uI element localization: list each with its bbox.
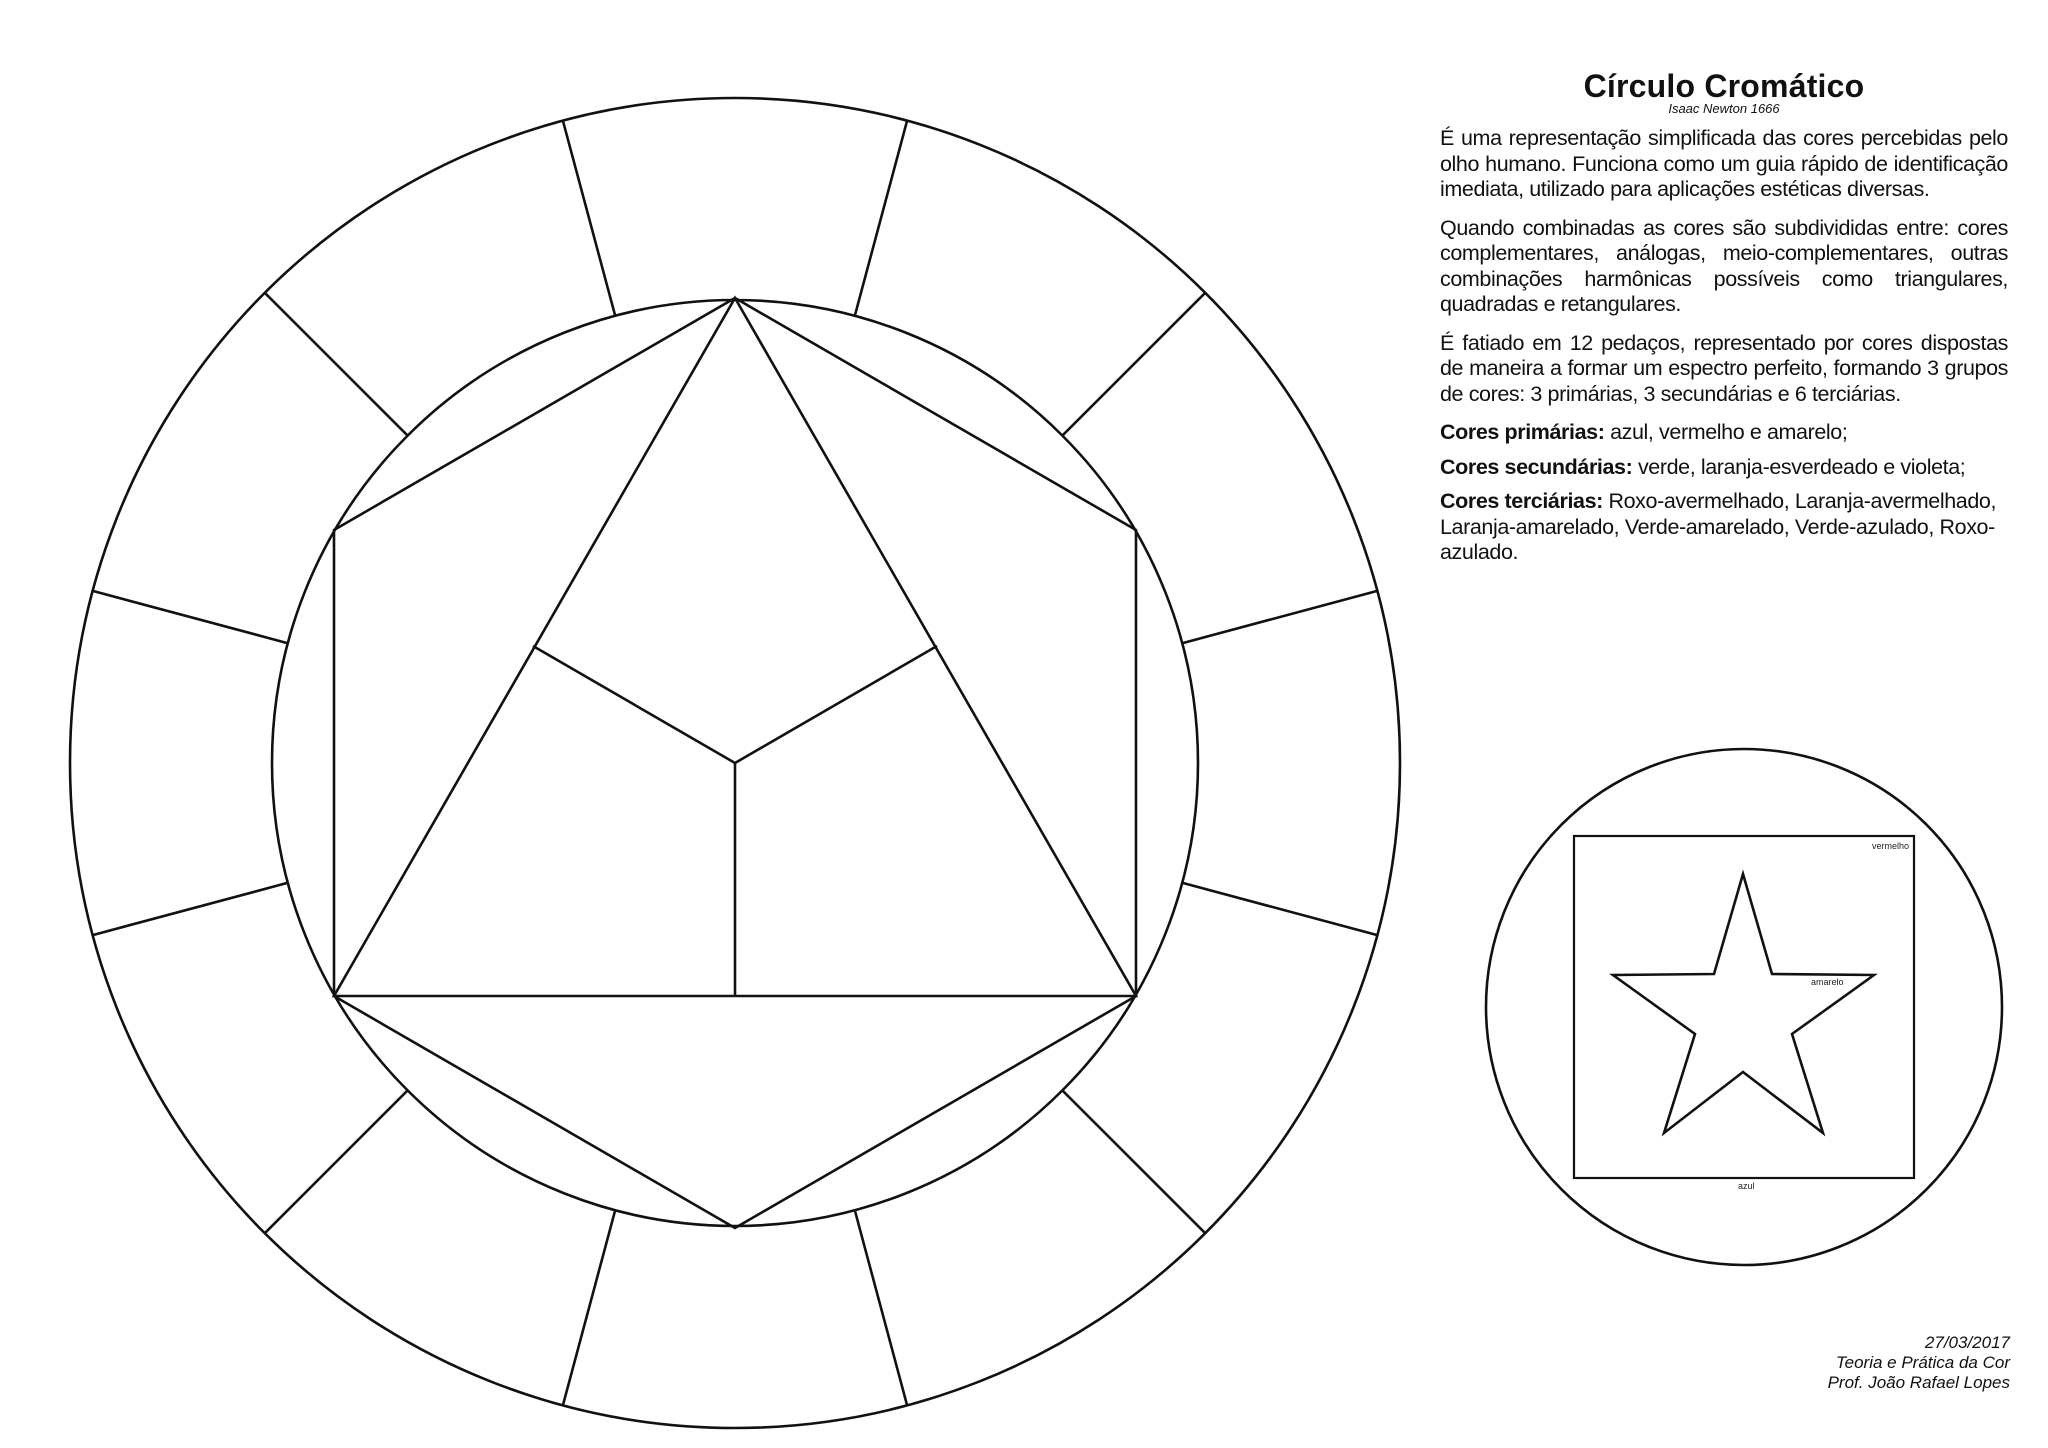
ring-divider-5 xyxy=(1062,1090,1205,1233)
ring-divider-12 xyxy=(563,121,615,316)
definition-term: Cores secundárias: xyxy=(1440,454,1633,479)
footer-credits xyxy=(1828,1333,2010,1393)
ring-divider-11 xyxy=(265,293,408,436)
definition-secondary xyxy=(1440,455,2008,481)
definition-text: azul, vermelho e amarelo; xyxy=(1610,420,1848,444)
definition-text: Roxo-avermelhado, Laranja-avermelhado, Laranja-amarelado, Verde-amarelado, Verde-azulado, Roxo-azulado. xyxy=(1440,489,1997,564)
definition-term: Cores terciárias: xyxy=(1440,489,1603,513)
paragraph-3: É fatiado em 12 pedaços, representado por cores dispostas de maneira a formar um espectro perfeito, formando 3 grupos de cores: 3 primárias, 3 secundárias e 6 terciárias. xyxy=(1440,330,2008,406)
label-amarelo: amarelo xyxy=(1811,977,1844,987)
ring-divider-7 xyxy=(563,1210,615,1405)
star-shape xyxy=(1613,874,1874,1133)
definition-primary xyxy=(1440,420,2008,446)
title-block xyxy=(1440,68,2008,116)
definition-term: Cores primárias: xyxy=(1440,420,1605,444)
ring-divider-3 xyxy=(1182,591,1377,643)
ring-divider-2 xyxy=(1062,293,1205,436)
ring-divider-4 xyxy=(1182,883,1377,935)
center-divider-left xyxy=(533,646,735,763)
label-vermelho: vermelho xyxy=(1872,841,1910,851)
ring-divider-9 xyxy=(93,883,288,935)
main-color-wheel xyxy=(70,98,1400,1428)
definition-tertiary xyxy=(1440,489,2008,566)
paragraph-2: Quando combinadas as cores são subdivididas entre: cores complementares, análogas, meio-complementares, outras combinações harmônicas possíveis como triangulares, quadradas e retangulares. xyxy=(1440,215,2008,316)
ring-divider-8 xyxy=(265,1090,408,1233)
footer-professor: Prof. João Rafael Lopes xyxy=(1827,1373,2010,1392)
footer-date: 27/03/2017 xyxy=(1924,1333,2010,1352)
exercise-square xyxy=(1574,836,1914,1178)
paragraph-1: É uma representação simplificada das cores percebidas pelo olho humano. Funciona como um guia rápido de identificação imediata, utilizado para aplicações estéticas diversas. xyxy=(1440,126,2008,201)
center-divider-right xyxy=(735,646,937,763)
ring-divider-10 xyxy=(93,591,288,643)
info-panel xyxy=(1440,68,2008,575)
definition-text: verde, laranja-esverdeado e violeta; xyxy=(1637,454,1966,479)
footer-course: Teoria e Prática da Cor xyxy=(1835,1353,2010,1372)
page-subtitle: Isaac Newton 1666 xyxy=(1668,101,1780,116)
ring-divider-1 xyxy=(855,121,907,316)
label-azul: azul xyxy=(1738,1181,1755,1191)
ring-divider-6 xyxy=(855,1210,907,1405)
page-title: Círculo Cromático xyxy=(1583,68,1865,104)
